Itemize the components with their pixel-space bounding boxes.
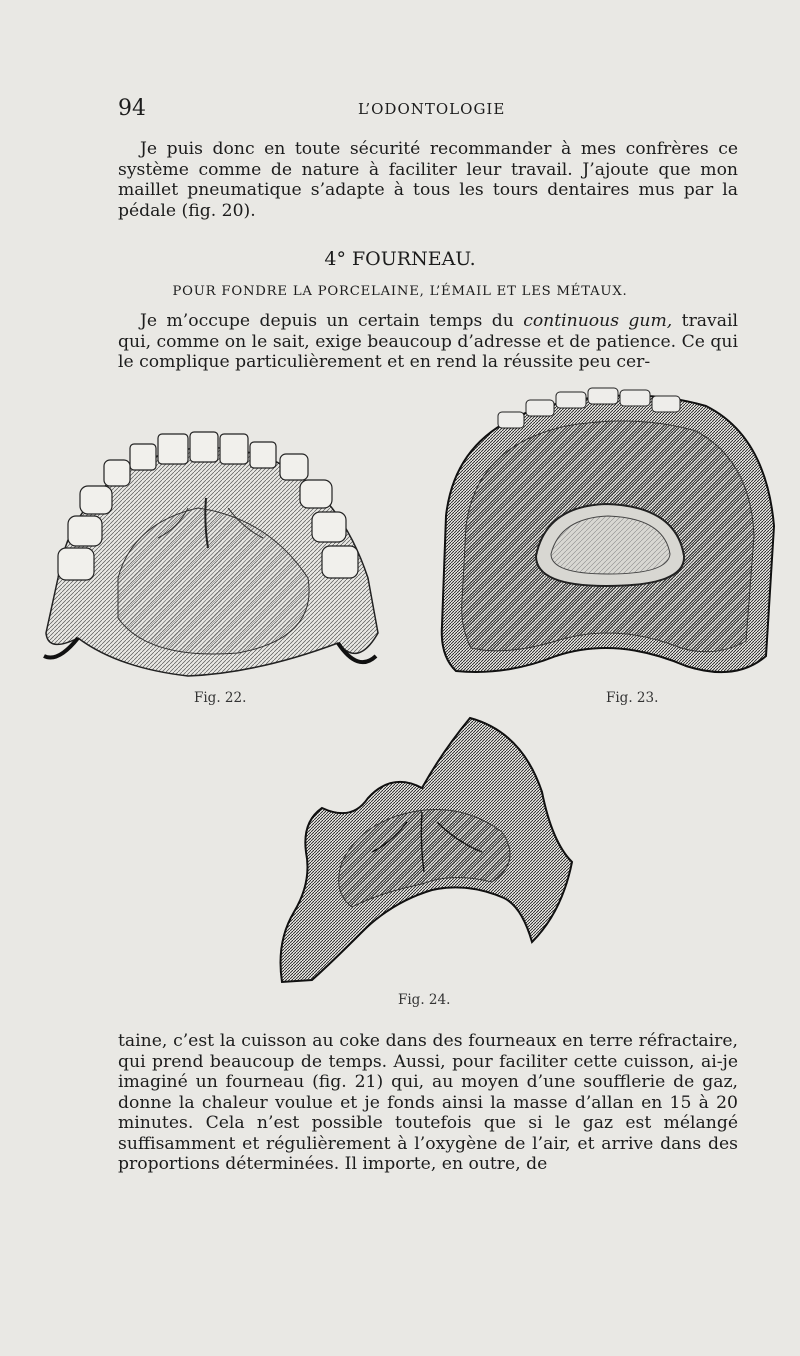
paragraph-1-text: Je puis donc en toute sécurité recommander à mes confrères ce système comme de nature à faciliter leur travail. J’ajoute que mon maillet pneumatique s’adapte à tous les tours dentaires mus par la pédale (fig. 20).	[118, 139, 738, 221]
paragraph-2-text	[118, 311, 738, 373]
paragraph-2-before: Je m’occupe depuis un certain temps du	[140, 311, 524, 331]
page-number: 94	[118, 96, 146, 121]
figure-24-caption: Fig. 24.	[398, 992, 451, 1008]
figure-23-plate-illustration	[436, 386, 780, 686]
figure-22-denture-illustration	[38, 428, 394, 684]
paragraph-2	[118, 311, 738, 373]
paragraph-2-after: travail qui, comme on le sait, exige beaucoup d’adresse et de patience. Ce qui le complique particulièrement et en rend la réussite peu cer-	[118, 311, 738, 372]
section-title: 4° FOURNEAU.	[324, 248, 476, 270]
running-head: L’ODONTOLOGIE	[358, 100, 506, 118]
paragraph-3-text: taine, c’est la cuisson au coke dans des fourneaux en terre réfractaire, qui prend beaucoup de temps. Aussi, pour faciliter cette cuisson, ai-je imaginé un fourneau (fig. 21) qui, au moyen d’une soufflerie de gaz, donne la chaleur voulue et je fonds ainsi la masse d’allan en 15 à 20 minutes. Cela n’est possible toutefois que si le gaz est mélangé suffisamment et régulièrement à l’oxygène de l’air, et arrive dans des proportions déterminées. Il importe, en outre, de	[118, 1031, 738, 1174]
figure-24-palate-illustration	[272, 712, 580, 990]
paragraph-2-emphasis: continuous gum,	[523, 311, 673, 331]
page-header	[118, 96, 738, 122]
section-subtitle: POUR FONDRE LA PORCELAINE, L’ÉMAIL ET LES MÉTAUX.	[172, 284, 628, 299]
figure-22-caption: Fig. 22.	[194, 690, 247, 706]
figure-23-caption: Fig. 23.	[606, 690, 659, 706]
paragraph-3	[118, 1031, 738, 1175]
paragraph-1	[118, 139, 738, 221]
